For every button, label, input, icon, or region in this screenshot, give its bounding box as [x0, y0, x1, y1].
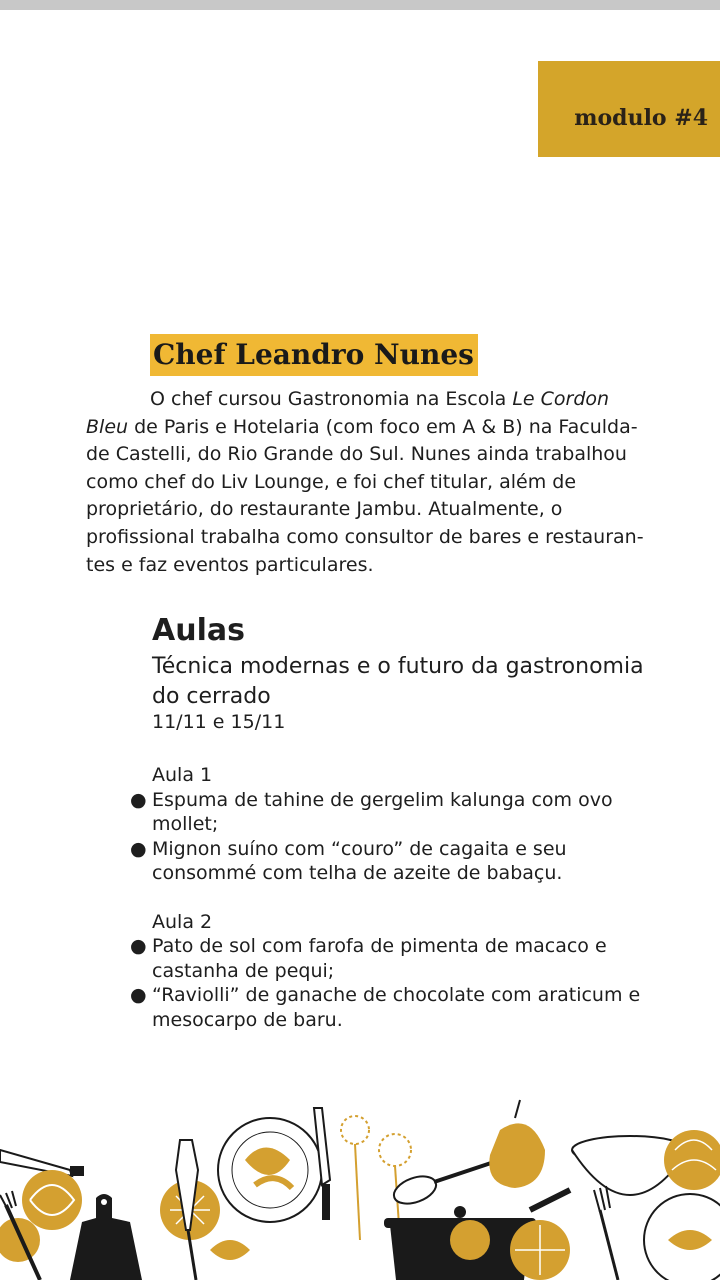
- list-item: ● Espuma de tahine de gergelim kalunga com ovo mollet;: [130, 788, 613, 835]
- plate-icon: [644, 1194, 720, 1280]
- module-tag: [538, 61, 720, 157]
- chef-bio: [86, 386, 666, 579]
- bio-line: proprietário, do restaurante Jambu. Atualmente, o: [86, 498, 563, 521]
- bio-line: como chef do Liv Lounge, e foi chef titular, além de: [86, 470, 577, 493]
- subtitle-line: do cerrado: [152, 684, 271, 709]
- bio-line: profissional trabalha como consultor de bares e restauran-: [86, 525, 644, 548]
- lesson-label: Aula 1: [152, 764, 213, 786]
- bullet-icon: ●: [130, 935, 147, 957]
- bullet-icon: ●: [130, 788, 147, 811]
- bio-line: de Castelli, do Rio Grande do Sul. Nunes ainda trabalhou: [86, 443, 627, 466]
- bullet-icon: ●: [130, 837, 147, 860]
- bio-line: tes e faz eventos particulares.: [86, 553, 374, 576]
- vegetable-icon: [664, 1130, 720, 1190]
- lesson-1: [130, 763, 690, 886]
- lesson-2: [130, 910, 690, 1033]
- aulas-dates: 11/11 e 15/11: [152, 711, 286, 733]
- plate-icon: [218, 1118, 322, 1222]
- bio-line: O chef cursou Gastronomia na Escola Le Cordon: [150, 388, 610, 410]
- bullet-icon: ●: [130, 984, 147, 1006]
- lesson-label: Aula 2: [152, 910, 213, 933]
- spoon-icon: [390, 1160, 500, 1209]
- list-item: ● Mignon suíno com “couro” de cagaita e seu consommé com telha de azeite de babaçu.: [130, 837, 567, 884]
- top-bar: [0, 0, 720, 10]
- list-item: ● “Raviolli” de ganache de chocolate com araticum e mesocarpo de baru.: [130, 984, 641, 1031]
- kitchen-illustration: [0, 1090, 720, 1280]
- aulas-heading: Aulas: [152, 613, 245, 648]
- chef-name-heading: Chef Leandro Nunes: [150, 334, 478, 376]
- bio-line: Bleu de Paris e Hotelaria (com foco em A & B) na Faculda-: [86, 415, 638, 438]
- lesson-list: [130, 763, 690, 1056]
- subtitle-line: Técnica modernas e o futuro da gastronomia: [152, 654, 644, 679]
- list-item: ● Pato de sol com farofa de pimenta de macaco e castanha de pequi;: [130, 935, 607, 982]
- aulas-subtitle: [152, 652, 672, 712]
- module-tag-label: modulo #4: [574, 105, 708, 131]
- fork-icon: [594, 1186, 618, 1280]
